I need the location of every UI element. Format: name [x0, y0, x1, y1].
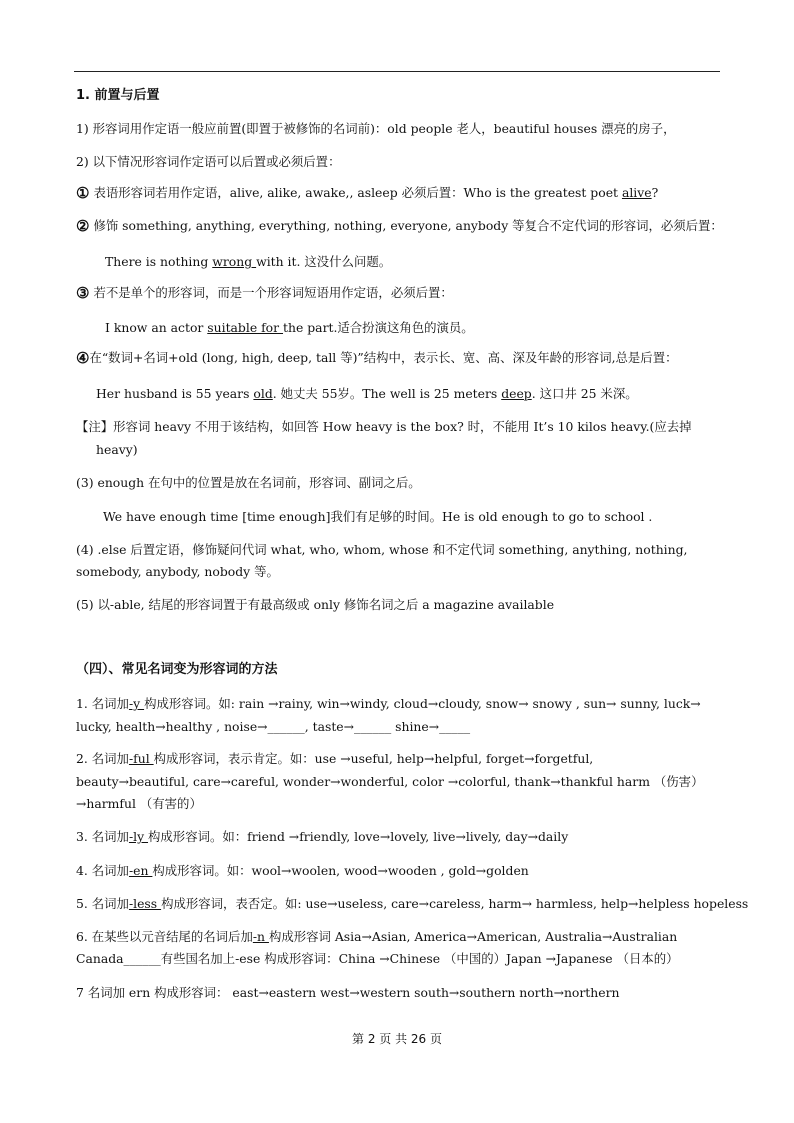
circled-number-icon: ③ — [76, 284, 90, 302]
example-4-part-b: . 她丈夫 55岁。The well is 25 meters — [272, 386, 502, 401]
method-5-text: 构成形容词，表否定。如: use→useless, care→careless, harm→ harmless, help→helpless hopeless — [161, 896, 749, 911]
example-4-part-c: . 这口井 25 米深。 — [531, 386, 638, 401]
item-3-text: 若不是单个的形容词，而是一个形容词短语用作定语，必须后置： — [93, 285, 453, 300]
note-line-2: heavy) — [96, 442, 138, 457]
item-2 — [76, 218, 723, 234]
example-2-end: with it. 这没什么问题。 — [256, 254, 392, 269]
method-4-text: 构成形容词。如：wool→woolen, wood→wooden , gold→golden — [152, 863, 529, 878]
example-3-end: the part.适合扮演这角色的演员。 — [283, 320, 474, 335]
method-4 — [76, 863, 529, 879]
header-rule — [74, 71, 720, 72]
method-5-start: 5. 名词加 — [76, 896, 129, 911]
section-heading-2: （四）、常见名词变为形容词的方法 — [76, 662, 278, 677]
underlined-word: wrong — [212, 254, 257, 269]
method-1-text: 构成形容词。如: rain →rainy, win→windy, cloud→cloudy, snow→ snowy , sun→ sunny, luck→ — [144, 696, 701, 711]
rule-2: 2) 以下情况形容词作定语可以后置或必须后置： — [76, 154, 341, 169]
method-1-line-2: lucky, health→healthy , noise→______, taste→______ shine→_____ — [76, 719, 471, 734]
item-2-text: 修饰 something, anything, everything, nothing, everyone, anybody 等复合不定代词的形容词，必须后置： — [93, 218, 723, 233]
example-2-start: There is nothing — [105, 254, 213, 269]
item-4 — [76, 350, 677, 366]
method-2-text: 构成形容词，表示肯定。如：use →useful, help→helpful, forget→forgetful, — [153, 751, 594, 766]
example-3 — [105, 320, 474, 336]
method-5 — [76, 896, 748, 912]
item-1-end: ? — [651, 185, 659, 200]
example-2 — [105, 254, 391, 270]
method-2-start: 2. 名词加 — [76, 751, 129, 766]
method-3-text: 构成形容词。如：friend →friendly, love→lovely, live→lively, day→daily — [148, 829, 569, 844]
method-6-line-2: Canada______有些国名加上-ese 构成形容词：China →Chinese （中国的）Japan →Japanese （日本的） — [76, 951, 679, 966]
circled-number-icon: ① — [76, 184, 90, 202]
method-2-line-3: →harmful （有害的） — [76, 796, 202, 811]
suffix: -ful — [128, 751, 154, 766]
item-3 — [76, 285, 453, 301]
suffix: -n — [252, 929, 269, 944]
suffix: -en — [128, 863, 153, 878]
suffix: -less — [128, 896, 162, 911]
underlined-word: deep — [501, 386, 532, 401]
rule-4-line-1: (4) .else 后置定语，修饰疑问代词 what, who, whom, whose 和不定代词 something, anything, nothing, — [76, 542, 688, 557]
suffix: -ly — [128, 829, 149, 844]
circled-number-icon: ② — [76, 217, 90, 235]
method-4-start: 4. 名词加 — [76, 863, 129, 878]
section-heading-1: 1. 前置与后置 — [76, 88, 160, 103]
suffix: -y — [128, 696, 145, 711]
method-6-start: 6. 在某些以元音结尾的名词后加 — [76, 929, 253, 944]
method-7: 7 名词加 ern 构成形容词： east→eastern west→western south→southern north→northern — [76, 985, 620, 1000]
page-number: 第 2 页 共 26 页 — [352, 1032, 442, 1046]
item-1 — [76, 185, 658, 201]
method-6 — [76, 929, 677, 945]
underlined-word: alive — [621, 185, 652, 200]
rule-4-line-2: somebody, anybody, nobody 等。 — [76, 564, 279, 579]
method-2 — [76, 751, 593, 767]
item-1-text: 表语形容词若用作定语，alive, alike, awake,, asleep 必须后置：Who is the greatest poet — [93, 185, 622, 200]
circled-number-icon: ④ — [76, 349, 90, 367]
example-3-start: I know an actor — [105, 320, 208, 335]
example-4 — [96, 386, 638, 402]
method-3-start: 3. 名词加 — [76, 829, 129, 844]
example-4-part-a: Her husband is 55 years — [96, 386, 254, 401]
method-3 — [76, 829, 568, 845]
example-enough: We have enough time [time enough]我们有足够的时间。He is old enough to go to school . — [103, 509, 653, 524]
method-1-start: 1. 名词加 — [76, 696, 129, 711]
underlined-phrase: suitable for — [207, 320, 284, 335]
underlined-word: old — [253, 386, 273, 401]
method-1 — [76, 696, 701, 712]
note-line-1: 【注】形容词 heavy 不用于该结构，如回答 How heavy is the box? 时，不能用 It’s 10 kilos heavy.(应去掉 — [76, 419, 692, 434]
method-2-line-2: beauty→beautiful, care→careful, wonder→wonderful, color →colorful, thank→thankful harm （伤害） — [76, 774, 704, 789]
rule-1: 1) 形容词用作定语一般应前置(即置于被修饰的名词前)：old people 老人，beautiful houses 漂亮的房子， — [76, 121, 676, 136]
rule-5: (5) 以-able, 结尾的形容词置于有最高级或 only 修饰名词之后 a magazine available — [76, 597, 555, 612]
item-4-text: 在“数词+名词+old (long, high, deep, tall 等)”结构中，表示长、宽、高、深及年龄的形容词,总是后置： — [89, 350, 678, 365]
method-6-text: 构成形容词 Asia→Asian, America→American, Australia→Australian — [268, 929, 678, 944]
rule-3: (3) enough 在句中的位置是放在名词前，形容词、副词之后。 — [76, 475, 421, 490]
